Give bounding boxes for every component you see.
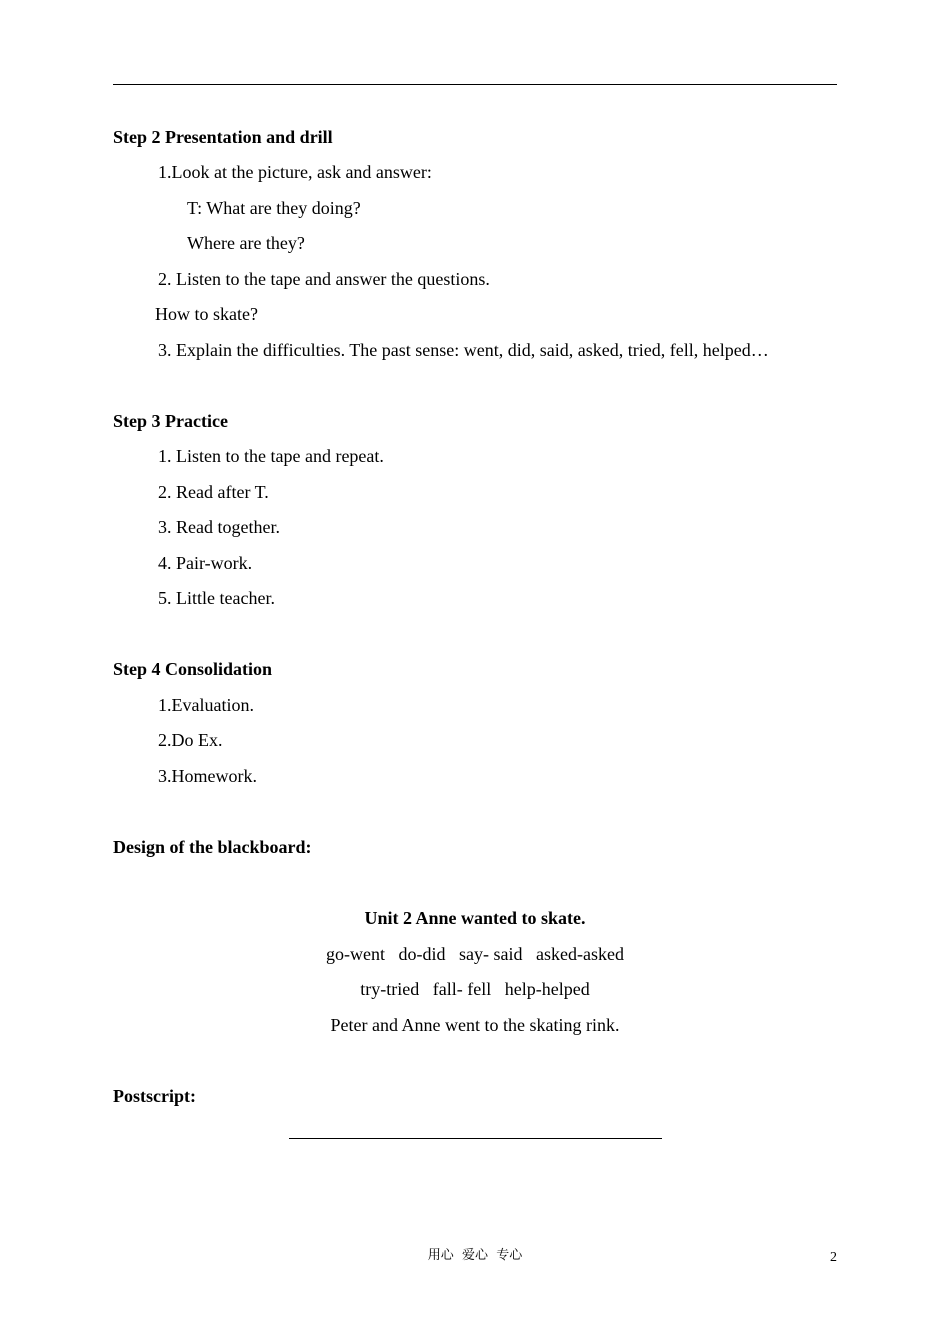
- step3-item: 1. Listen to the tape and repeat.: [158, 446, 384, 466]
- step4-item: 2.Do Ex.: [158, 730, 223, 750]
- postscript-rule: [289, 1138, 662, 1139]
- step2-item-1-question-2: Where are they?: [187, 233, 305, 253]
- step3-item: 3. Read together.: [158, 517, 280, 537]
- step3-heading: Step 3 Practice: [113, 411, 228, 431]
- postscript-heading: Postscript:: [113, 1086, 196, 1106]
- blackboard-heading: Design of the blackboard:: [113, 837, 312, 857]
- header-rule: [113, 84, 837, 85]
- step2-item-1-question-1: T: What are they doing?: [187, 198, 361, 218]
- step4-heading: Step 4 Consolidation: [113, 659, 273, 679]
- step3-item: 5. Little teacher.: [158, 588, 275, 608]
- blackboard-title: Unit 2 Anne wanted to skate.: [364, 908, 586, 928]
- step4-item: 3.Homework.: [158, 766, 257, 786]
- step2-item-1: 1.Look at the picture, ask and answer:: [158, 162, 432, 182]
- step4-item: 1.Evaluation.: [158, 695, 254, 715]
- step2-heading: Step 2 Presentation and drill: [113, 127, 333, 147]
- page-number: 2: [830, 1250, 837, 1265]
- blackboard-line: go-went do-did say- said asked-asked: [326, 944, 624, 964]
- step3-item: 4. Pair-work.: [158, 553, 253, 573]
- step2-item-2: 2. Listen to the tape and answer the questions.: [158, 269, 490, 289]
- step2-item-2-question: How to skate?: [155, 304, 258, 324]
- step3-item: 2. Read after T.: [158, 482, 269, 502]
- footer-motto: 用心 爱心 专心: [427, 1248, 523, 1263]
- blackboard-line: Peter and Anne went to the skating rink.: [330, 1015, 620, 1035]
- step2-item-3: 3. Explain the difficulties. The past sense: went, did, said, asked, tried, fell, helped…: [158, 340, 769, 360]
- blackboard-line: try-tried fall- fell help-helped: [360, 979, 590, 999]
